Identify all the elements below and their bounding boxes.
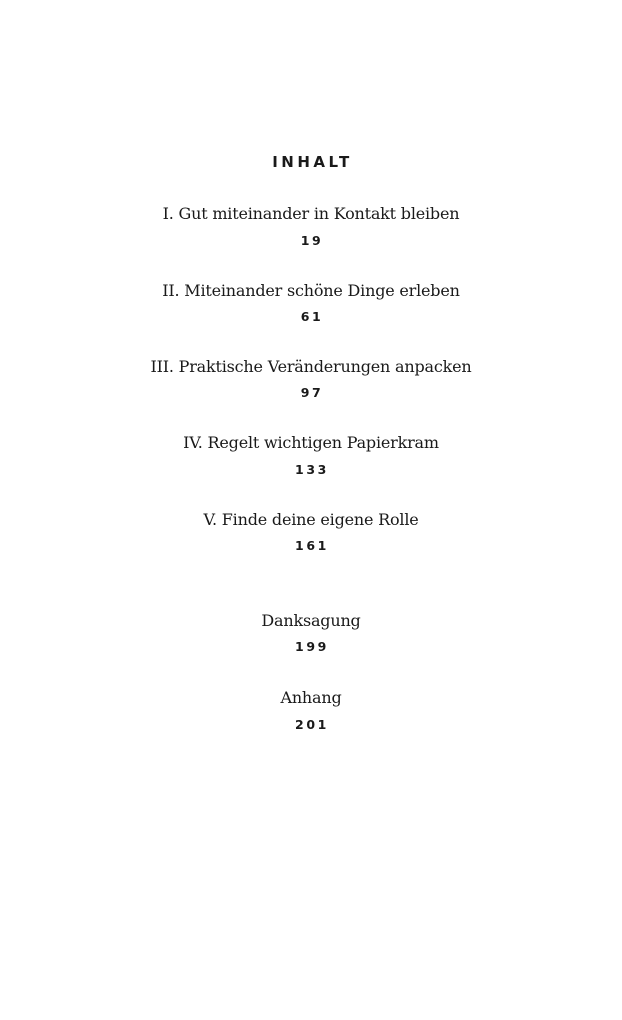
toc-entry-page: 61 bbox=[300, 309, 324, 324]
toc-entry-page: 201 bbox=[295, 717, 329, 732]
toc-entry-page: 97 bbox=[300, 385, 324, 400]
toc-entry-page: 161 bbox=[295, 538, 329, 553]
toc-entry-title: III. Praktische Veränderungen anpacken bbox=[150, 357, 472, 376]
toc-entry-title: II. Miteinander schöne Dinge erleben bbox=[162, 281, 460, 300]
toc-entry-title: V. Finde deine eigene Rolle bbox=[203, 510, 419, 529]
toc-entry-title: Danksagung bbox=[261, 611, 361, 630]
toc-entry-page: 199 bbox=[295, 639, 329, 654]
toc-entry-title: Anhang bbox=[280, 688, 342, 707]
toc-entry-title: IV. Regelt wichtigen Papierkram bbox=[183, 433, 439, 452]
toc-entry-page: 133 bbox=[295, 462, 329, 477]
toc-entry-page: 19 bbox=[300, 233, 324, 248]
toc-entry-title: I. Gut miteinander in Kontakt bleiben bbox=[162, 204, 460, 223]
toc-heading: INHALT bbox=[272, 153, 353, 171]
